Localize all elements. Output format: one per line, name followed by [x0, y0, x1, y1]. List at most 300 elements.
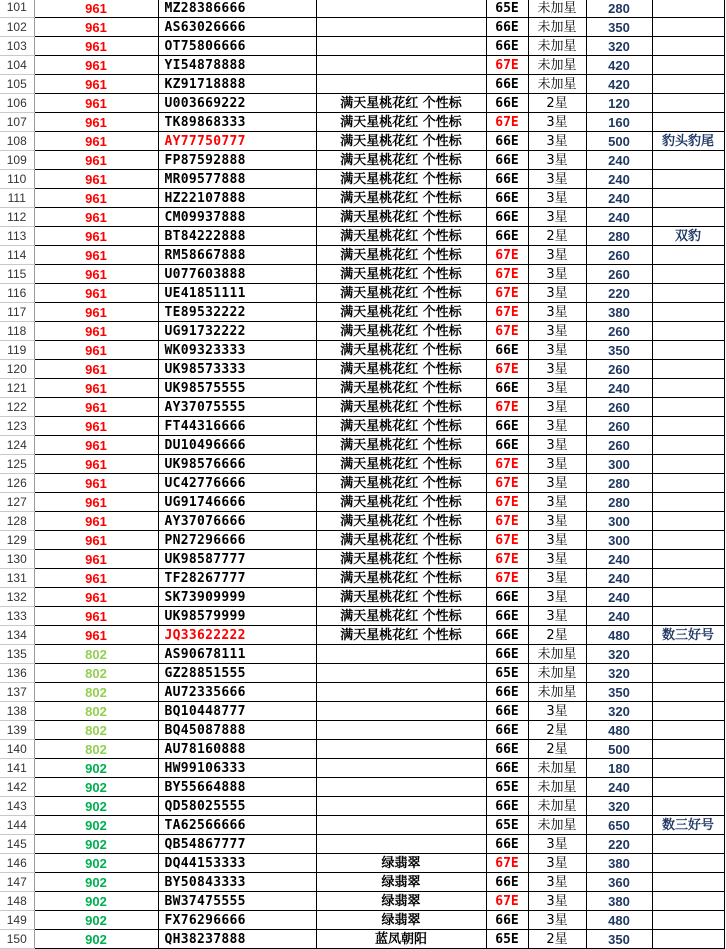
feature-cell[interactable]: 66E	[486, 873, 528, 892]
price-cell[interactable]: 120	[586, 94, 652, 113]
star-rating-cell[interactable]: 未加星	[528, 816, 586, 835]
price-cell[interactable]: 320	[586, 645, 652, 664]
star-rating-cell[interactable]: 未加星	[528, 18, 586, 37]
description-cell[interactable]: 满天星桃花红 个性标	[316, 303, 486, 322]
note-cell[interactable]	[652, 854, 724, 873]
row-number[interactable]: 148	[0, 892, 34, 911]
row-number[interactable]: 118	[0, 322, 34, 341]
plate-number-cell[interactable]: FP87592888	[158, 151, 316, 170]
row-number[interactable]: 135	[0, 645, 34, 664]
note-cell[interactable]	[652, 303, 724, 322]
price-cell[interactable]: 240	[586, 550, 652, 569]
row-number[interactable]: 133	[0, 607, 34, 626]
group-code-cell[interactable]: 961	[34, 493, 158, 512]
note-cell[interactable]	[652, 512, 724, 531]
plate-number-cell[interactable]: UG91746666	[158, 493, 316, 512]
description-cell[interactable]: 满天星桃花红 个性标	[316, 322, 486, 341]
description-cell[interactable]: 满天星桃花红 个性标	[316, 569, 486, 588]
feature-cell[interactable]: 65E	[486, 0, 528, 18]
feature-cell[interactable]: 67E	[486, 322, 528, 341]
description-cell[interactable]: 满天星桃花红 个性标	[316, 550, 486, 569]
star-rating-cell[interactable]: 2星	[528, 227, 586, 246]
plate-number-cell[interactable]: TK89868333	[158, 113, 316, 132]
price-cell[interactable]: 220	[586, 835, 652, 854]
price-cell[interactable]: 380	[586, 303, 652, 322]
price-cell[interactable]: 480	[586, 626, 652, 645]
group-code-cell[interactable]: 961	[34, 227, 158, 246]
feature-cell[interactable]: 66E	[486, 626, 528, 645]
row-number[interactable]: 110	[0, 170, 34, 189]
row-number[interactable]: 107	[0, 113, 34, 132]
row-number[interactable]: 101	[0, 0, 34, 18]
price-cell[interactable]: 260	[586, 322, 652, 341]
plate-number-cell[interactable]: BY50843333	[158, 873, 316, 892]
price-cell[interactable]: 360	[586, 873, 652, 892]
feature-cell[interactable]: 66E	[486, 797, 528, 816]
row-number[interactable]: 129	[0, 531, 34, 550]
note-cell[interactable]	[652, 702, 724, 721]
feature-cell[interactable]: 67E	[486, 56, 528, 75]
row-number[interactable]: 111	[0, 189, 34, 208]
row-number[interactable]: 143	[0, 797, 34, 816]
group-code-cell[interactable]: 902	[34, 759, 158, 778]
group-code-cell[interactable]: 961	[34, 436, 158, 455]
plate-number-cell[interactable]: AY37076666	[158, 512, 316, 531]
star-rating-cell[interactable]: 3星	[528, 208, 586, 227]
group-code-cell[interactable]: 961	[34, 246, 158, 265]
group-code-cell[interactable]: 961	[34, 303, 158, 322]
price-cell[interactable]: 240	[586, 778, 652, 797]
feature-cell[interactable]: 66E	[486, 588, 528, 607]
row-number[interactable]: 125	[0, 455, 34, 474]
star-rating-cell[interactable]: 3星	[528, 512, 586, 531]
star-rating-cell[interactable]: 未加星	[528, 778, 586, 797]
price-cell[interactable]: 280	[586, 493, 652, 512]
star-rating-cell[interactable]: 2星	[528, 930, 586, 949]
star-rating-cell[interactable]: 3星	[528, 835, 586, 854]
price-cell[interactable]: 220	[586, 284, 652, 303]
star-rating-cell[interactable]: 3星	[528, 892, 586, 911]
group-code-cell[interactable]: 961	[34, 474, 158, 493]
group-code-cell[interactable]: 961	[34, 531, 158, 550]
price-cell[interactable]: 260	[586, 360, 652, 379]
note-cell[interactable]	[652, 645, 724, 664]
description-cell[interactable]: 满天星桃花红 个性标	[316, 151, 486, 170]
note-cell[interactable]	[652, 873, 724, 892]
note-cell[interactable]	[652, 113, 724, 132]
price-cell[interactable]: 240	[586, 569, 652, 588]
price-cell[interactable]: 180	[586, 759, 652, 778]
star-rating-cell[interactable]: 未加星	[528, 0, 586, 18]
plate-number-cell[interactable]: FT44316666	[158, 417, 316, 436]
row-number[interactable]: 115	[0, 265, 34, 284]
row-number[interactable]: 142	[0, 778, 34, 797]
note-cell[interactable]	[652, 740, 724, 759]
price-cell[interactable]: 320	[586, 702, 652, 721]
row-number[interactable]: 116	[0, 284, 34, 303]
note-cell[interactable]	[652, 759, 724, 778]
note-cell[interactable]	[652, 0, 724, 18]
note-cell[interactable]: 数三好号	[652, 626, 724, 645]
row-number[interactable]: 122	[0, 398, 34, 417]
group-code-cell[interactable]: 961	[34, 170, 158, 189]
price-cell[interactable]: 480	[586, 911, 652, 930]
plate-number-cell[interactable]: TE89532222	[158, 303, 316, 322]
row-number[interactable]: 145	[0, 835, 34, 854]
plate-number-cell[interactable]: WK09323333	[158, 341, 316, 360]
group-code-cell[interactable]: 961	[34, 75, 158, 94]
feature-cell[interactable]: 65E	[486, 816, 528, 835]
row-number[interactable]: 112	[0, 208, 34, 227]
feature-cell[interactable]: 66E	[486, 227, 528, 246]
price-cell[interactable]: 380	[586, 892, 652, 911]
star-rating-cell[interactable]: 未加星	[528, 664, 586, 683]
row-number[interactable]: 134	[0, 626, 34, 645]
price-cell[interactable]: 480	[586, 721, 652, 740]
price-cell[interactable]: 260	[586, 265, 652, 284]
description-cell[interactable]: 满天星桃花红 个性标	[316, 455, 486, 474]
star-rating-cell[interactable]: 3星	[528, 113, 586, 132]
description-cell[interactable]	[316, 797, 486, 816]
note-cell[interactable]	[652, 892, 724, 911]
plate-number-cell[interactable]: JQ33622222	[158, 626, 316, 645]
group-code-cell[interactable]: 961	[34, 588, 158, 607]
star-rating-cell[interactable]: 未加星	[528, 75, 586, 94]
description-cell[interactable]: 满天星桃花红 个性标	[316, 170, 486, 189]
price-cell[interactable]: 320	[586, 797, 652, 816]
description-cell[interactable]: 满天星桃花红 个性标	[316, 94, 486, 113]
plate-number-cell[interactable]: TF28267777	[158, 569, 316, 588]
group-code-cell[interactable]: 802	[34, 683, 158, 702]
note-cell[interactable]	[652, 607, 724, 626]
description-cell[interactable]	[316, 702, 486, 721]
note-cell[interactable]	[652, 379, 724, 398]
row-number[interactable]: 128	[0, 512, 34, 531]
note-cell[interactable]	[652, 18, 724, 37]
plate-number-cell[interactable]: HZ22107888	[158, 189, 316, 208]
price-cell[interactable]: 260	[586, 246, 652, 265]
feature-cell[interactable]: 67E	[486, 113, 528, 132]
row-number[interactable]: 109	[0, 151, 34, 170]
star-rating-cell[interactable]: 3星	[528, 303, 586, 322]
description-cell[interactable]	[316, 56, 486, 75]
plate-number-cell[interactable]: MR09577888	[158, 170, 316, 189]
price-cell[interactable]: 240	[586, 151, 652, 170]
group-code-cell[interactable]: 961	[34, 512, 158, 531]
price-cell[interactable]: 240	[586, 189, 652, 208]
description-cell[interactable]: 绿翡翠	[316, 892, 486, 911]
note-cell[interactable]	[652, 284, 724, 303]
group-code-cell[interactable]: 961	[34, 341, 158, 360]
star-rating-cell[interactable]: 未加星	[528, 797, 586, 816]
plate-number-cell[interactable]: U077603888	[158, 265, 316, 284]
group-code-cell[interactable]: 961	[34, 626, 158, 645]
price-cell[interactable]: 260	[586, 436, 652, 455]
note-cell[interactable]: 双豹	[652, 227, 724, 246]
star-rating-cell[interactable]: 3星	[528, 474, 586, 493]
group-code-cell[interactable]: 961	[34, 284, 158, 303]
feature-cell[interactable]: 66E	[486, 379, 528, 398]
feature-cell[interactable]: 66E	[486, 740, 528, 759]
price-cell[interactable]: 300	[586, 531, 652, 550]
feature-cell[interactable]: 67E	[486, 892, 528, 911]
feature-cell[interactable]: 66E	[486, 417, 528, 436]
feature-cell[interactable]: 66E	[486, 607, 528, 626]
row-number[interactable]: 105	[0, 75, 34, 94]
price-cell[interactable]: 420	[586, 75, 652, 94]
row-number[interactable]: 127	[0, 493, 34, 512]
price-cell[interactable]: 240	[586, 607, 652, 626]
plate-number-cell[interactable]: BW37475555	[158, 892, 316, 911]
row-number[interactable]: 141	[0, 759, 34, 778]
description-cell[interactable]: 蓝凤朝阳	[316, 930, 486, 949]
row-number[interactable]: 138	[0, 702, 34, 721]
price-cell[interactable]: 280	[586, 0, 652, 18]
description-cell[interactable]: 绿翡翠	[316, 854, 486, 873]
star-rating-cell[interactable]: 未加星	[528, 56, 586, 75]
group-code-cell[interactable]: 961	[34, 151, 158, 170]
row-number[interactable]: 140	[0, 740, 34, 759]
row-number[interactable]: 124	[0, 436, 34, 455]
plate-number-cell[interactable]: KZ91718888	[158, 75, 316, 94]
star-rating-cell[interactable]: 未加星	[528, 645, 586, 664]
price-cell[interactable]: 240	[586, 588, 652, 607]
plate-number-cell[interactable]: FX76296666	[158, 911, 316, 930]
description-cell[interactable]: 满天星桃花红 个性标	[316, 436, 486, 455]
plate-number-cell[interactable]: QB54867777	[158, 835, 316, 854]
group-code-cell[interactable]: 902	[34, 854, 158, 873]
price-cell[interactable]: 240	[586, 170, 652, 189]
feature-cell[interactable]: 66E	[486, 132, 528, 151]
note-cell[interactable]	[652, 398, 724, 417]
plate-number-cell[interactable]: TA62566666	[158, 816, 316, 835]
row-number[interactable]: 146	[0, 854, 34, 873]
feature-cell[interactable]: 67E	[486, 569, 528, 588]
row-number[interactable]: 106	[0, 94, 34, 113]
feature-cell[interactable]: 66E	[486, 189, 528, 208]
star-rating-cell[interactable]: 3星	[528, 873, 586, 892]
note-cell[interactable]	[652, 246, 724, 265]
group-code-cell[interactable]: 961	[34, 322, 158, 341]
note-cell[interactable]	[652, 721, 724, 740]
description-cell[interactable]: 满天星桃花红 个性标	[316, 246, 486, 265]
group-code-cell[interactable]: 961	[34, 113, 158, 132]
feature-cell[interactable]: 67E	[486, 398, 528, 417]
feature-cell[interactable]: 66E	[486, 37, 528, 56]
note-cell[interactable]	[652, 797, 724, 816]
feature-cell[interactable]: 66E	[486, 75, 528, 94]
price-cell[interactable]: 350	[586, 930, 652, 949]
star-rating-cell[interactable]: 3星	[528, 189, 586, 208]
star-rating-cell[interactable]: 2星	[528, 626, 586, 645]
plate-number-cell[interactable]: UK98579999	[158, 607, 316, 626]
feature-cell[interactable]: 65E	[486, 930, 528, 949]
note-cell[interactable]	[652, 493, 724, 512]
plate-number-cell[interactable]: AU78160888	[158, 740, 316, 759]
row-number[interactable]: 120	[0, 360, 34, 379]
feature-cell[interactable]: 67E	[486, 303, 528, 322]
group-code-cell[interactable]: 961	[34, 94, 158, 113]
group-code-cell[interactable]: 961	[34, 208, 158, 227]
description-cell[interactable]: 满天星桃花红 个性标	[316, 588, 486, 607]
star-rating-cell[interactable]: 3星	[528, 341, 586, 360]
plate-number-cell[interactable]: UK98573333	[158, 360, 316, 379]
note-cell[interactable]: 数三好号	[652, 816, 724, 835]
price-cell[interactable]: 280	[586, 227, 652, 246]
feature-cell[interactable]: 66E	[486, 151, 528, 170]
group-code-cell[interactable]: 802	[34, 721, 158, 740]
group-code-cell[interactable]: 961	[34, 417, 158, 436]
description-cell[interactable]	[316, 645, 486, 664]
group-code-cell[interactable]: 961	[34, 189, 158, 208]
price-cell[interactable]: 350	[586, 341, 652, 360]
star-rating-cell[interactable]: 3星	[528, 455, 586, 474]
group-code-cell[interactable]: 902	[34, 835, 158, 854]
star-rating-cell[interactable]: 未加星	[528, 37, 586, 56]
star-rating-cell[interactable]: 3星	[528, 417, 586, 436]
group-code-cell[interactable]: 802	[34, 645, 158, 664]
plate-number-cell[interactable]: DU10496666	[158, 436, 316, 455]
description-cell[interactable]: 满天星桃花红 个性标	[316, 531, 486, 550]
price-cell[interactable]: 160	[586, 113, 652, 132]
note-cell[interactable]	[652, 322, 724, 341]
plate-number-cell[interactable]: BQ10448777	[158, 702, 316, 721]
plate-number-cell[interactable]: DQ44153333	[158, 854, 316, 873]
note-cell[interactable]	[652, 664, 724, 683]
plate-number-cell[interactable]: UG91732222	[158, 322, 316, 341]
plate-number-cell[interactable]: U003669222	[158, 94, 316, 113]
plate-number-cell[interactable]: BT84222888	[158, 227, 316, 246]
note-cell[interactable]	[652, 474, 724, 493]
plate-number-cell[interactable]: AS63026666	[158, 18, 316, 37]
row-number[interactable]: 123	[0, 417, 34, 436]
note-cell[interactable]	[652, 778, 724, 797]
star-rating-cell[interactable]: 3星	[528, 436, 586, 455]
description-cell[interactable]: 满天星桃花红 个性标	[316, 398, 486, 417]
plate-number-cell[interactable]: YI54878888	[158, 56, 316, 75]
description-cell[interactable]	[316, 683, 486, 702]
feature-cell[interactable]: 66E	[486, 759, 528, 778]
price-cell[interactable]: 260	[586, 417, 652, 436]
note-cell[interactable]	[652, 835, 724, 854]
plate-number-cell[interactable]: SK73909999	[158, 588, 316, 607]
row-number[interactable]: 150	[0, 930, 34, 949]
group-code-cell[interactable]: 961	[34, 18, 158, 37]
star-rating-cell[interactable]: 3星	[528, 607, 586, 626]
feature-cell[interactable]: 67E	[486, 531, 528, 550]
plate-number-cell[interactable]: QH38237888	[158, 930, 316, 949]
note-cell[interactable]	[652, 417, 724, 436]
feature-cell[interactable]: 66E	[486, 170, 528, 189]
description-cell[interactable]: 绿翡翠	[316, 873, 486, 892]
description-cell[interactable]	[316, 721, 486, 740]
description-cell[interactable]	[316, 816, 486, 835]
note-cell[interactable]	[652, 683, 724, 702]
feature-cell[interactable]: 66E	[486, 702, 528, 721]
star-rating-cell[interactable]: 3星	[528, 398, 586, 417]
plate-number-cell[interactable]: UK98576666	[158, 455, 316, 474]
group-code-cell[interactable]: 961	[34, 265, 158, 284]
row-number[interactable]: 136	[0, 664, 34, 683]
group-code-cell[interactable]: 961	[34, 360, 158, 379]
note-cell[interactable]	[652, 360, 724, 379]
feature-cell[interactable]: 65E	[486, 778, 528, 797]
group-code-cell[interactable]: 961	[34, 379, 158, 398]
group-code-cell[interactable]: 802	[34, 740, 158, 759]
description-cell[interactable]: 满天星桃花红 个性标	[316, 265, 486, 284]
plate-number-cell[interactable]: BQ45087888	[158, 721, 316, 740]
price-cell[interactable]: 260	[586, 398, 652, 417]
group-code-cell[interactable]: 961	[34, 132, 158, 151]
description-cell[interactable]: 满天星桃花红 个性标	[316, 113, 486, 132]
note-cell[interactable]	[652, 569, 724, 588]
row-number[interactable]: 131	[0, 569, 34, 588]
group-code-cell[interactable]: 961	[34, 607, 158, 626]
feature-cell[interactable]: 67E	[486, 550, 528, 569]
star-rating-cell[interactable]: 3星	[528, 284, 586, 303]
note-cell[interactable]	[652, 75, 724, 94]
row-number[interactable]: 149	[0, 911, 34, 930]
description-cell[interactable]: 满天星桃花红 个性标	[316, 379, 486, 398]
star-rating-cell[interactable]: 3星	[528, 702, 586, 721]
note-cell[interactable]	[652, 341, 724, 360]
feature-cell[interactable]: 67E	[486, 246, 528, 265]
price-cell[interactable]: 350	[586, 18, 652, 37]
group-code-cell[interactable]: 802	[34, 702, 158, 721]
price-cell[interactable]: 320	[586, 664, 652, 683]
note-cell[interactable]	[652, 56, 724, 75]
row-number[interactable]: 132	[0, 588, 34, 607]
price-cell[interactable]: 280	[586, 474, 652, 493]
group-code-cell[interactable]: 961	[34, 37, 158, 56]
plate-number-cell[interactable]: GZ28851555	[158, 664, 316, 683]
price-cell[interactable]: 350	[586, 683, 652, 702]
plate-number-cell[interactable]: UK98587777	[158, 550, 316, 569]
star-rating-cell[interactable]: 3星	[528, 246, 586, 265]
star-rating-cell[interactable]: 3星	[528, 265, 586, 284]
note-cell[interactable]	[652, 455, 724, 474]
price-cell[interactable]: 650	[586, 816, 652, 835]
description-cell[interactable]: 满天星桃花红 个性标	[316, 474, 486, 493]
star-rating-cell[interactable]: 3星	[528, 360, 586, 379]
row-number[interactable]: 104	[0, 56, 34, 75]
feature-cell[interactable]: 67E	[486, 455, 528, 474]
plate-number-cell[interactable]: QD58025555	[158, 797, 316, 816]
note-cell[interactable]	[652, 436, 724, 455]
description-cell[interactable]: 满天星桃花红 个性标	[316, 512, 486, 531]
description-cell[interactable]	[316, 75, 486, 94]
price-cell[interactable]: 380	[586, 854, 652, 873]
star-rating-cell[interactable]: 3星	[528, 493, 586, 512]
description-cell[interactable]: 满天星桃花红 个性标	[316, 341, 486, 360]
star-rating-cell[interactable]: 3星	[528, 550, 586, 569]
price-cell[interactable]: 300	[586, 455, 652, 474]
feature-cell[interactable]: 67E	[486, 360, 528, 379]
price-cell[interactable]: 320	[586, 37, 652, 56]
note-cell[interactable]: 豹头豹尾	[652, 132, 724, 151]
feature-cell[interactable]: 66E	[486, 18, 528, 37]
plate-number-cell[interactable]: CM09937888	[158, 208, 316, 227]
star-rating-cell[interactable]: 3星	[528, 531, 586, 550]
description-cell[interactable]	[316, 778, 486, 797]
feature-cell[interactable]: 66E	[486, 436, 528, 455]
price-cell[interactable]: 240	[586, 208, 652, 227]
row-number[interactable]: 108	[0, 132, 34, 151]
star-rating-cell[interactable]: 3星	[528, 151, 586, 170]
plate-number-cell[interactable]: MZ28386666	[158, 0, 316, 18]
price-cell[interactable]: 240	[586, 379, 652, 398]
group-code-cell[interactable]: 961	[34, 569, 158, 588]
